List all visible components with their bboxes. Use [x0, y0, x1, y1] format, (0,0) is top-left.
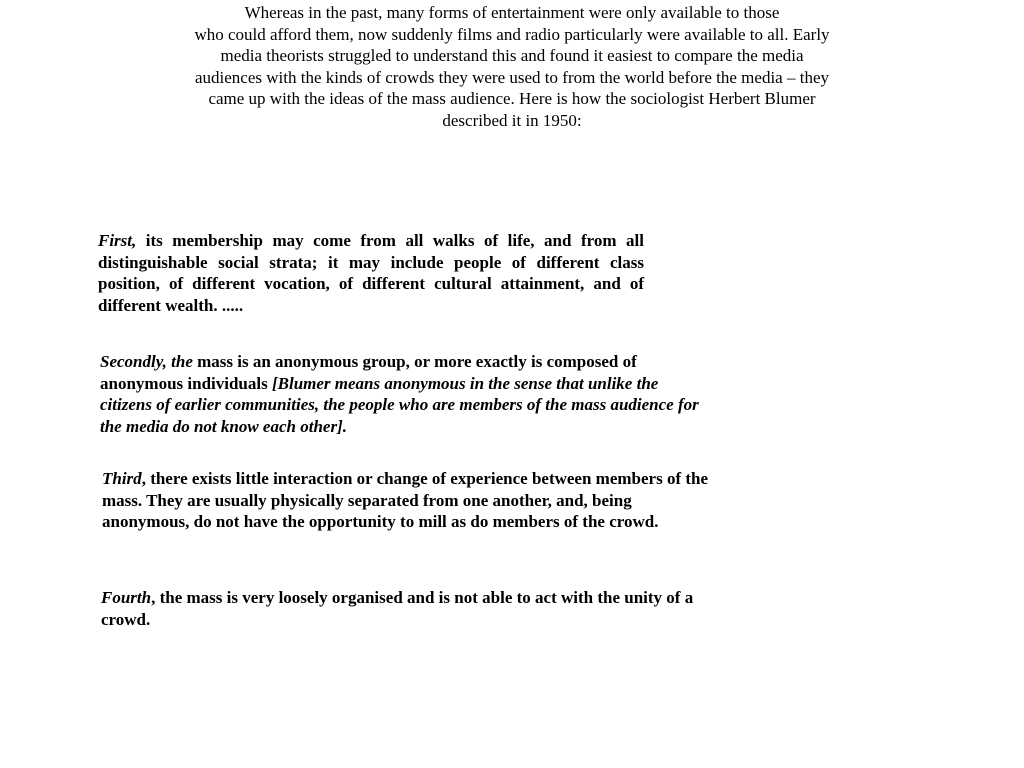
- quote-aside: [Blumer means anonymous in the sense that unlike the citizens of earlier communities, the people who are members of the mass audience for the media do not know each other].: [100, 373, 699, 436]
- quote-second: [100, 351, 700, 437]
- quote-text: its membership may come from all walks of life, and from all distinguishable social strata; it may include people of different class position, of different vocation, of different cultural attainment, and of different wealth. .....: [98, 231, 644, 315]
- intro-paragraph: [168, 2, 856, 132]
- quote-third: [102, 468, 722, 533]
- intro-line: came up with the ideas of the mass audience. Here is how the sociologist Herbert Blumer: [208, 89, 816, 109]
- quote-first: [98, 230, 644, 316]
- quote-text: , the mass is very loosely organised and is not able to act with the unity of a crowd.: [101, 588, 694, 629]
- quote-text: , there exists little interaction or change of experience between members of the mass. They are usually physically separated from one another, and, being anonymous, do not have the opportunity to mill as do members of the crowd.: [102, 469, 709, 532]
- quote-lead: Secondly, the: [100, 352, 193, 371]
- quote-lead: Fourth: [101, 588, 152, 607]
- intro-line: described it in 1950:: [442, 110, 582, 130]
- quote-lead: Third: [102, 469, 142, 488]
- intro-line: Whereas in the past, many forms of entertainment were only available to those: [244, 3, 780, 22]
- quote-fourth: [101, 587, 721, 630]
- intro-line: media theorists struggled to understand this and found it easiest to compare the media: [220, 46, 804, 66]
- intro-line: audiences with the kinds of crowds they were used to from the world before the media – they: [194, 67, 829, 87]
- quote-lead: First,: [98, 231, 137, 250]
- quote-text: mass is an anonymous group, or more exactly is composed of anonymous individuals: [100, 352, 637, 393]
- intro-line: who could afford them, now suddenly films and radio particularly were available to all. Early: [194, 24, 830, 44]
